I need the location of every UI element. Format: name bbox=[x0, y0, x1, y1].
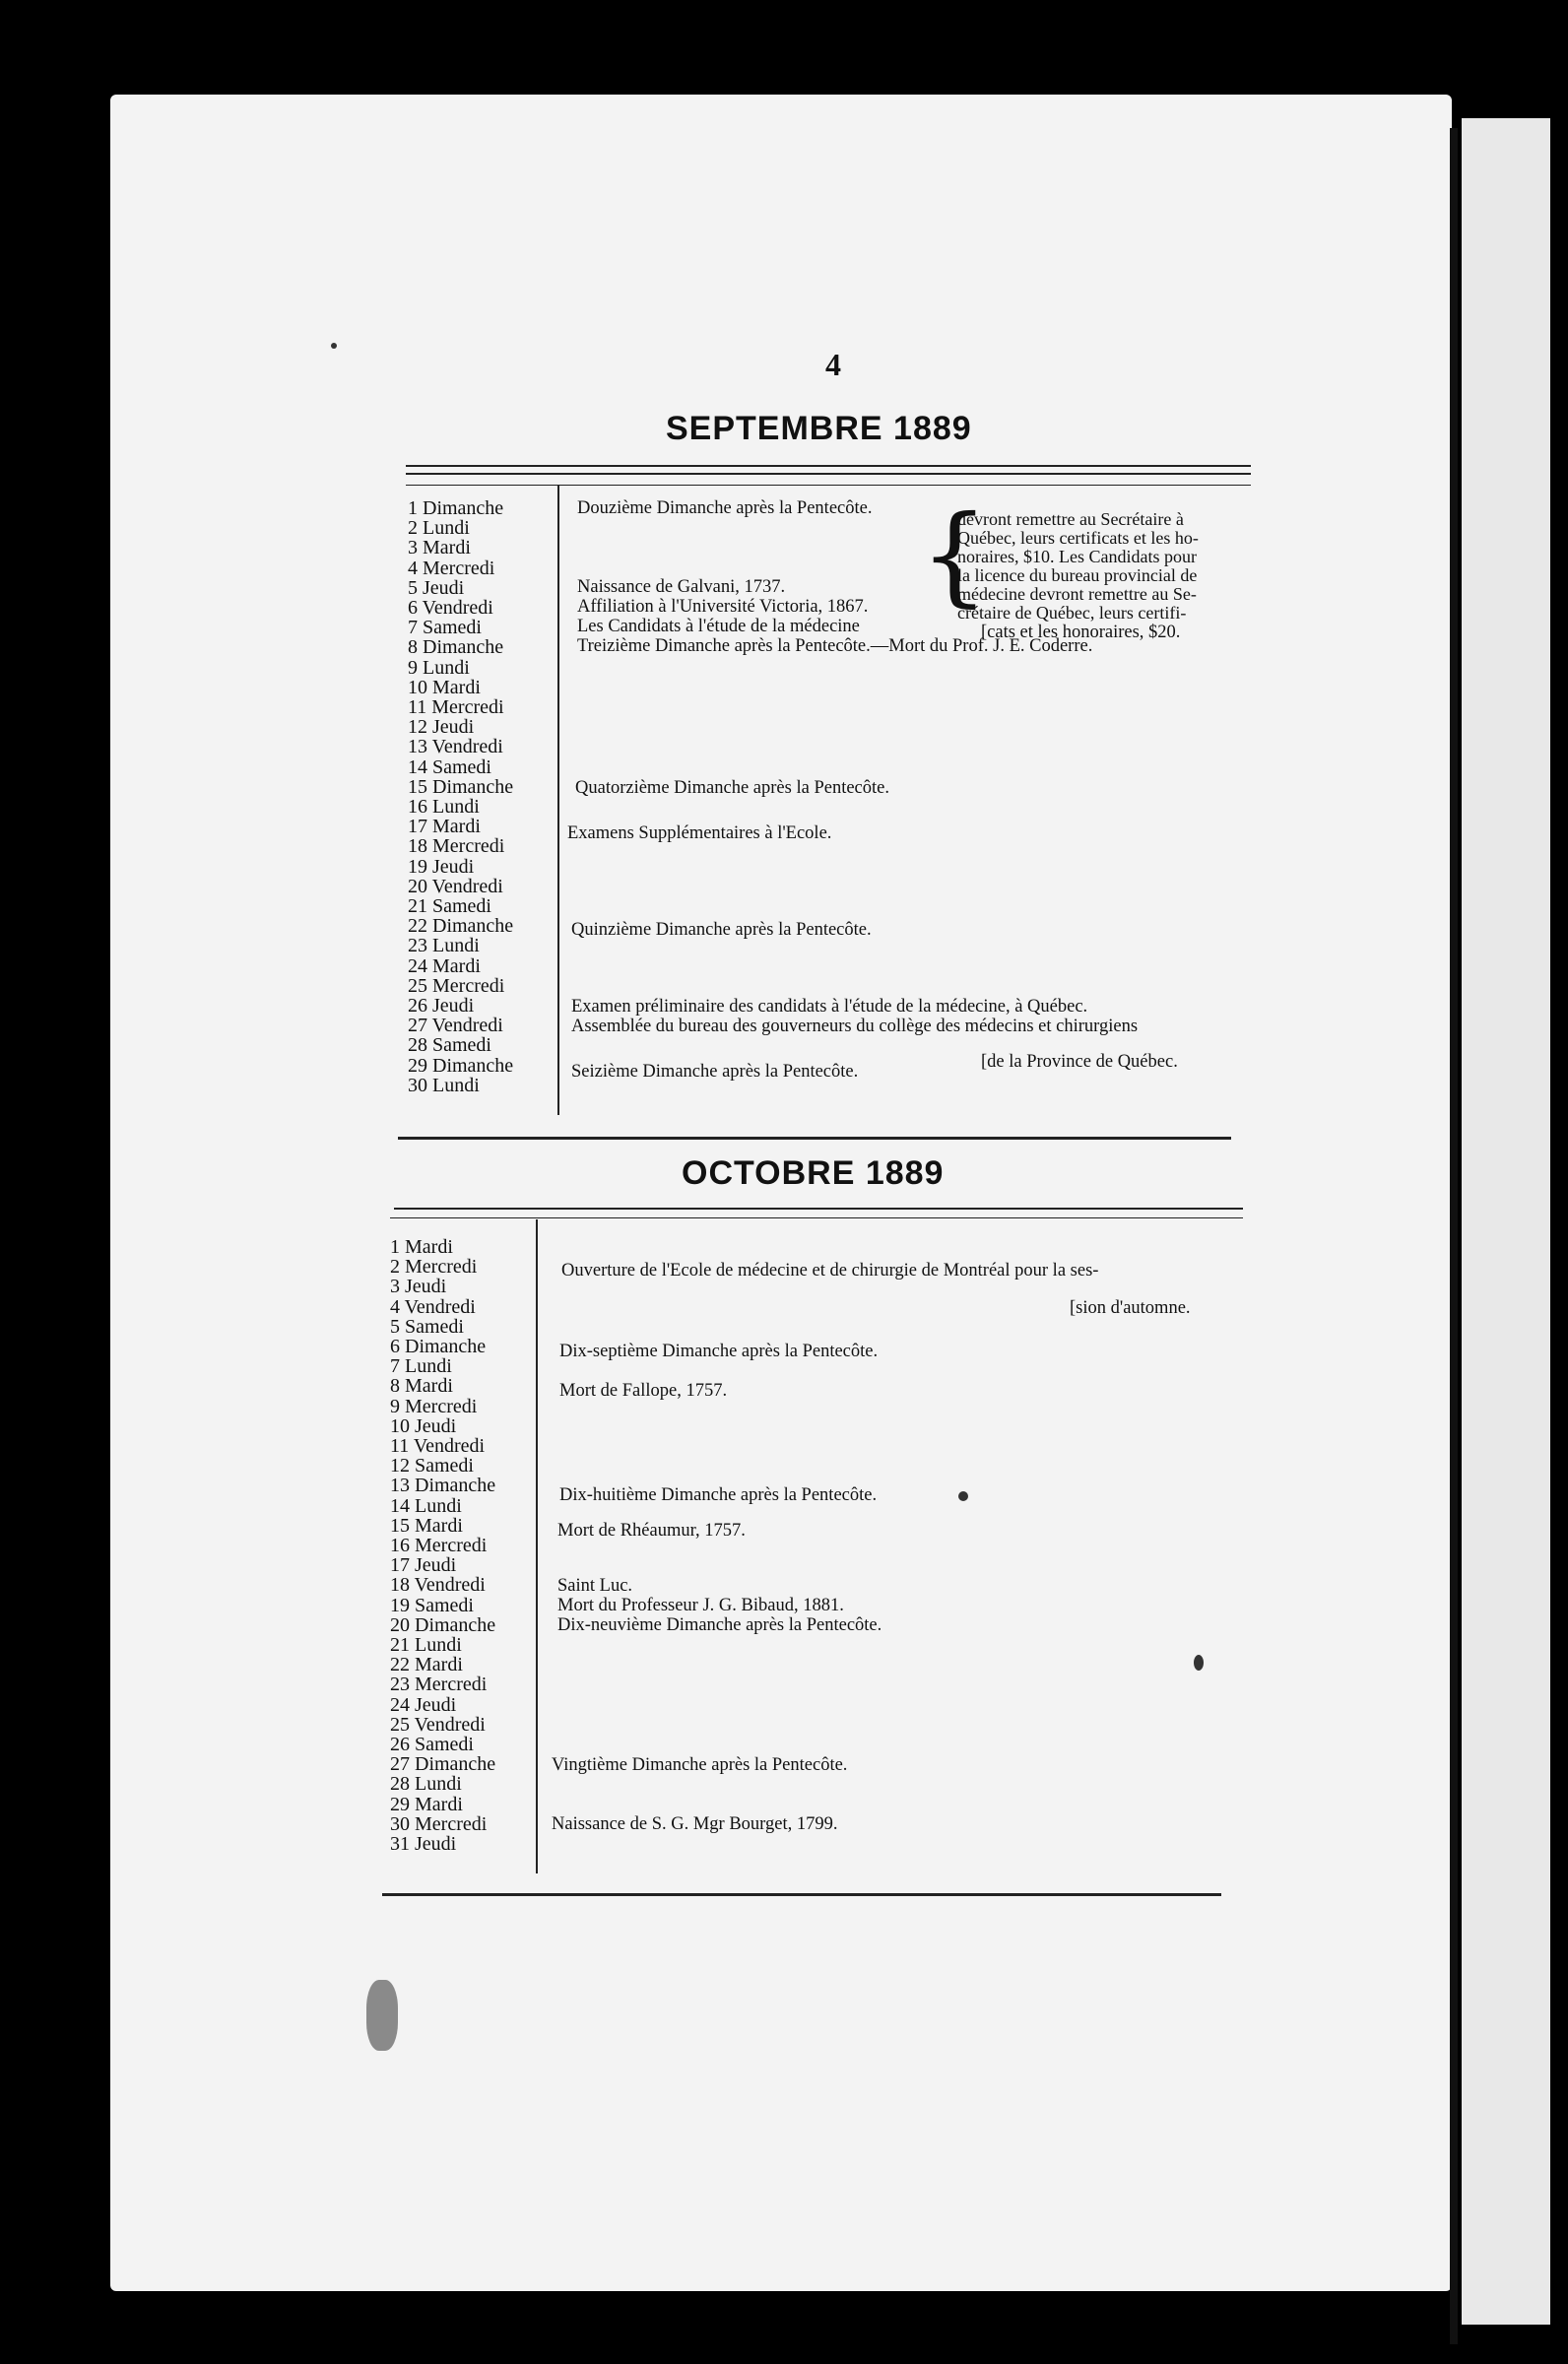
september-bottom-rule bbox=[398, 1137, 1231, 1140]
october-column-divider bbox=[536, 1219, 538, 1873]
oct-event-15: Mort de Rhéaumur, 1757. bbox=[557, 1521, 746, 1541]
oct-event-8: Mort de Fallope, 1757. bbox=[559, 1381, 728, 1401]
paper-stain bbox=[366, 1980, 398, 2051]
ink-speck bbox=[1194, 1655, 1204, 1671]
october-top-rule bbox=[394, 1208, 1243, 1210]
sep-event-7: Les Candidats à l'étude de la médecine bbox=[577, 617, 860, 636]
page-spine bbox=[1450, 128, 1458, 2344]
sep-event-22: Quinzième Dimanche après la Pentecôte. bbox=[571, 920, 872, 940]
sep-event-15: Quatorzième Dimanche après la Pentecôte. bbox=[575, 778, 889, 798]
next-page-edge bbox=[1462, 118, 1550, 2325]
sep-event-27: Assemblée du bureau des gouverneurs du collège des médecins et chirurgiens bbox=[571, 1017, 1139, 1036]
sep-event-1: Douzième Dimanche après la Pentecôte. bbox=[577, 498, 873, 518]
september-column-divider bbox=[557, 485, 559, 1115]
september-title: SEPTEMBRE 1889 bbox=[666, 410, 972, 447]
brace-symbol: { bbox=[920, 492, 989, 618]
september-top-rule bbox=[406, 465, 1251, 467]
oct-event-30: Naissance de S. G. Mgr Bourget, 1799. bbox=[552, 1814, 838, 1834]
sep-note-line-3: noraires, $10. Les Candidats pour bbox=[957, 547, 1197, 566]
oct-event-2: Ouverture de l'Ecole de médecine et de chirurgie de Montréal pour la ses- bbox=[561, 1261, 1099, 1280]
october-top-rule-2 bbox=[390, 1217, 1243, 1218]
sep-event-6: Affiliation à l'Université Victoria, 1867. bbox=[577, 597, 869, 617]
september-top-rule-3 bbox=[406, 485, 1251, 486]
sep-event-8: Treizième Dimanche après la Pentecôte.—Mort du Prof. J. E. Coderre. bbox=[577, 636, 1093, 656]
sep-event-17: Examens Supplémentaires à l'Ecole. bbox=[567, 823, 832, 843]
oct-event-18: Saint Luc. bbox=[557, 1576, 633, 1596]
sep-event-27b: [de la Province de Québec. bbox=[981, 1052, 1178, 1072]
sep-event-7b: [cats et les honoraires, $20. bbox=[981, 623, 1181, 642]
october-title: OCTOBRE 1889 bbox=[682, 1154, 945, 1192]
september-top-rule-2 bbox=[406, 473, 1251, 475]
sep-event-5: Naissance de Galvani, 1737. bbox=[577, 577, 786, 597]
september-day-list: 1 Dimanche 2 Lundi 3 Mardi 4 Mercredi 5 Jeudi 6 Vendredi 7 Samedi 8 Dimanche 9 Lundi 10 Mardi 11 Mercredi 12 Jeudi 13 Vendredi 14 Samedi 15 Dimanche 16 Lundi 17 Mardi 18 Mercredi 19 Jeudi 20 Vendredi 21 Samedi 22 Dimanche 23 Lundi 24 Mardi 25 Mercredi 26 Jeudi 27 Vendredi 28 Samedi 29 Dimanche 30 Lundi bbox=[408, 497, 514, 1096]
oct-event-20: Dix-neuvième Dimanche après la Pentecôte. bbox=[557, 1615, 882, 1635]
october-bottom-rule bbox=[382, 1893, 1221, 1896]
oct-event-6: Dix-septième Dimanche après la Pentecôte. bbox=[559, 1342, 879, 1361]
sep-note-line-5: médecine devront remettre au Se- bbox=[957, 584, 1197, 604]
october-day-list: 1 Mardi 2 Mercredi 3 Jeudi 4 Vendredi 5 Samedi 6 Dimanche 7 Lundi 8 Mardi 9 Mercredi 10 Jeudi 11 Vendredi 12 Samedi 13 Dimanche 14 Lundi 15 Mardi 16 Mercredi 17 Jeudi 18 Vendredi 19 Samedi 20 Dimanche 21 Lundi 22 Mardi 23 Mercredi 24 Jeudi 25 Vendredi 26 Samedi 27 Dimanche 28 Lundi 29 Mardi 30 Mercredi 31 Jeudi bbox=[390, 1236, 496, 1856]
oct-event-13: Dix-huitième Dimanche après la Pentecôte. bbox=[559, 1485, 878, 1505]
page-number: 4 bbox=[825, 347, 841, 382]
sep-note-line-4: la licence du bureau provincial de bbox=[957, 565, 1198, 585]
sep-note-line-6: crétaire de Québec, leurs certifi- bbox=[957, 603, 1187, 623]
ink-speck bbox=[958, 1491, 968, 1501]
sep-note-line-2: Québec, leurs certificats et les ho- bbox=[957, 528, 1199, 548]
oct-event-3b: [sion d'automne. bbox=[1070, 1298, 1191, 1318]
ink-speck bbox=[331, 343, 337, 349]
oct-event-27: Vingtième Dimanche après la Pentecôte. bbox=[552, 1755, 848, 1775]
sep-note-line-1: devront remettre au Secrétaire à bbox=[957, 509, 1184, 529]
sep-event-29: Seizième Dimanche après la Pentecôte. bbox=[571, 1062, 859, 1082]
oct-event-19: Mort du Professeur J. G. Bibaud, 1881. bbox=[557, 1596, 844, 1615]
sep-event-26: Examen préliminaire des candidats à l'étude de la médecine, à Québec. bbox=[571, 997, 1088, 1017]
